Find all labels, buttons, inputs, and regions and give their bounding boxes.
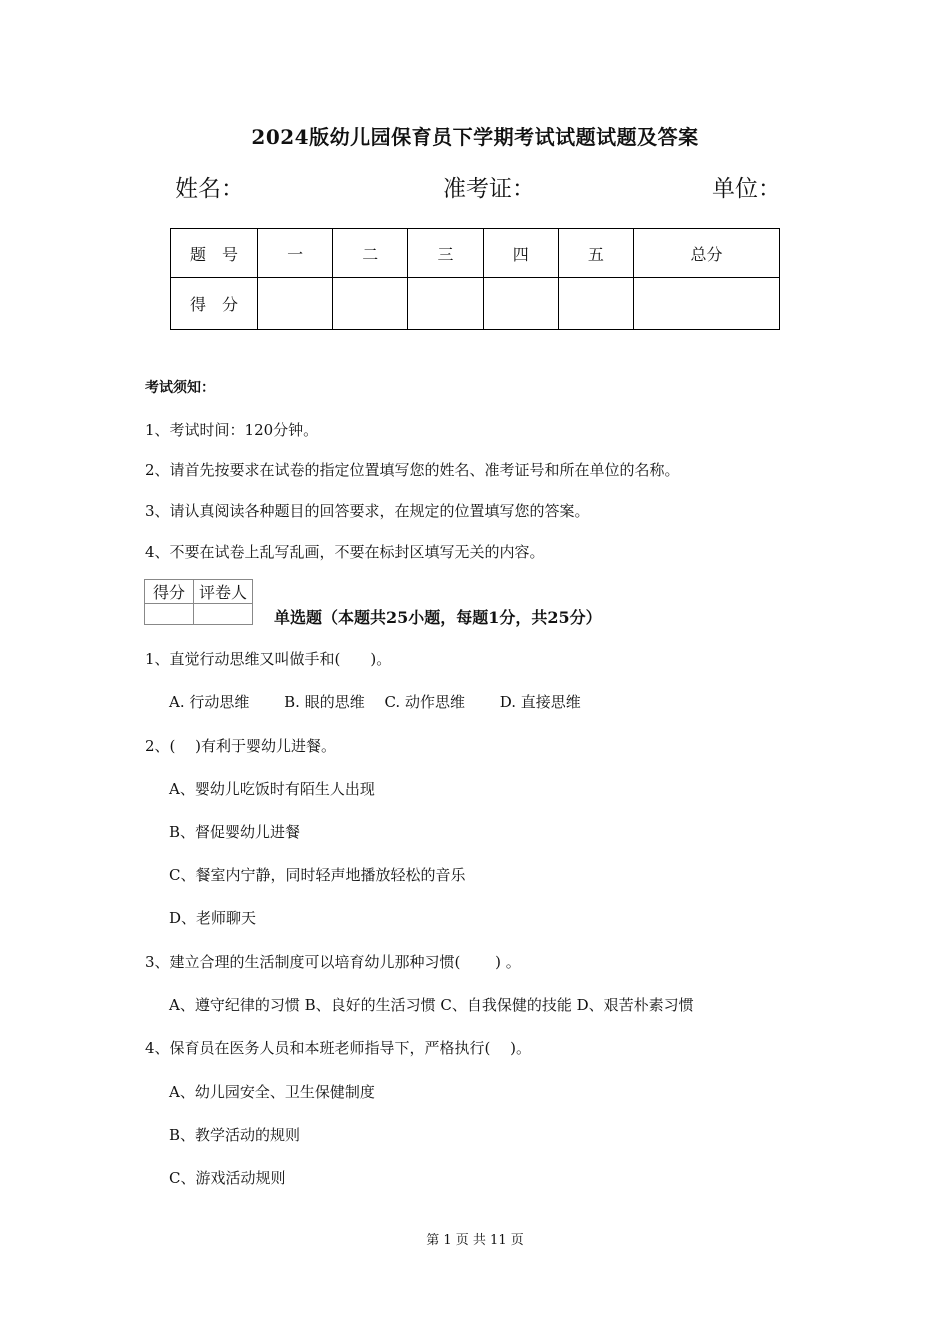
question-option: A、幼儿园安全、卫生保健制度 bbox=[169, 1083, 375, 1101]
question-stem: 4、保育员在医务人员和本班老师指导下，严格执行( )。 bbox=[145, 1039, 532, 1057]
score-row-label: 得 分 bbox=[171, 278, 258, 330]
notice-heading: 考试须知： bbox=[145, 380, 215, 396]
question-option: A、婴幼儿吃饭时有陌生人出现 bbox=[169, 780, 375, 798]
question-options: A. 行动思维 B. 眼的思维 C. 动作思维 D. 直接思维 bbox=[169, 693, 581, 711]
question-stem: 3、建立合理的生活制度可以培育幼儿那种习惯( ) 。 bbox=[145, 953, 521, 971]
score-table-header-cell: 三 bbox=[408, 229, 483, 278]
question-stem: 1、直觉行动思维又叫做手和( )。 bbox=[145, 650, 392, 668]
notice-item: 1、考试时间：120分钟。 bbox=[145, 421, 319, 439]
question-option: C、餐室内宁静，同时轻声地播放轻松的音乐 bbox=[169, 866, 466, 884]
score-cell[interactable] bbox=[634, 278, 780, 330]
notice-item: 4、不要在试卷上乱写乱画，不要在标封区填写无关的内容。 bbox=[145, 543, 545, 561]
grader-name-label: 评卷人 bbox=[194, 580, 253, 604]
score-table-header-cell: 四 bbox=[483, 229, 558, 278]
score-table-header-cell: 五 bbox=[558, 229, 633, 278]
score-cell[interactable] bbox=[408, 278, 483, 330]
question-option: B、督促婴幼儿进餐 bbox=[169, 823, 301, 841]
name-field-label: 姓名： bbox=[175, 176, 244, 202]
grader-score-cell[interactable] bbox=[145, 604, 194, 625]
score-table bbox=[170, 228, 780, 330]
score-cell[interactable] bbox=[558, 278, 633, 330]
question-stem: 2、( )有利于婴幼儿进餐。 bbox=[145, 737, 337, 755]
score-table-header-row bbox=[171, 229, 780, 278]
section-heading: 单选题（本题共25小题，每题1分，共25分） bbox=[274, 608, 602, 627]
score-table-header-cell: 题 号 bbox=[171, 229, 258, 278]
notice-item: 2、请首先按要求在试卷的指定位置填写您的姓名、准考证号和所在单位的名称。 bbox=[145, 461, 680, 479]
score-cell[interactable] bbox=[258, 278, 333, 330]
page-title: 2024版幼儿园保育员下学期考试试题试题及答案 bbox=[251, 125, 699, 149]
score-cell[interactable] bbox=[333, 278, 408, 330]
grader-score-label: 得分 bbox=[145, 580, 194, 604]
question-option: C、游戏活动规则 bbox=[169, 1169, 286, 1187]
exam-id-field-label: 准考证： bbox=[443, 176, 535, 202]
score-cell[interactable] bbox=[483, 278, 558, 330]
unit-field-label: 单位： bbox=[712, 176, 781, 202]
page-footer: 第 1 页 共 11 页 bbox=[426, 1233, 524, 1248]
question-option: B、教学活动的规则 bbox=[169, 1126, 301, 1144]
score-table-header-cell: 二 bbox=[333, 229, 408, 278]
question-option: D、老师聊天 bbox=[169, 909, 257, 927]
score-table-header-cell: 总分 bbox=[634, 229, 780, 278]
score-table-score-row bbox=[171, 278, 780, 330]
grader-box bbox=[144, 579, 253, 625]
notice-item: 3、请认真阅读各种题目的回答要求，在规定的位置填写您的答案。 bbox=[145, 502, 590, 520]
grader-name-cell[interactable] bbox=[194, 604, 253, 625]
question-options: A、遵守纪律的习惯 B、良好的生活习惯 C、自我保健的技能 D、艰苦朴素习惯 bbox=[169, 996, 694, 1014]
score-table-header-cell: 一 bbox=[258, 229, 333, 278]
